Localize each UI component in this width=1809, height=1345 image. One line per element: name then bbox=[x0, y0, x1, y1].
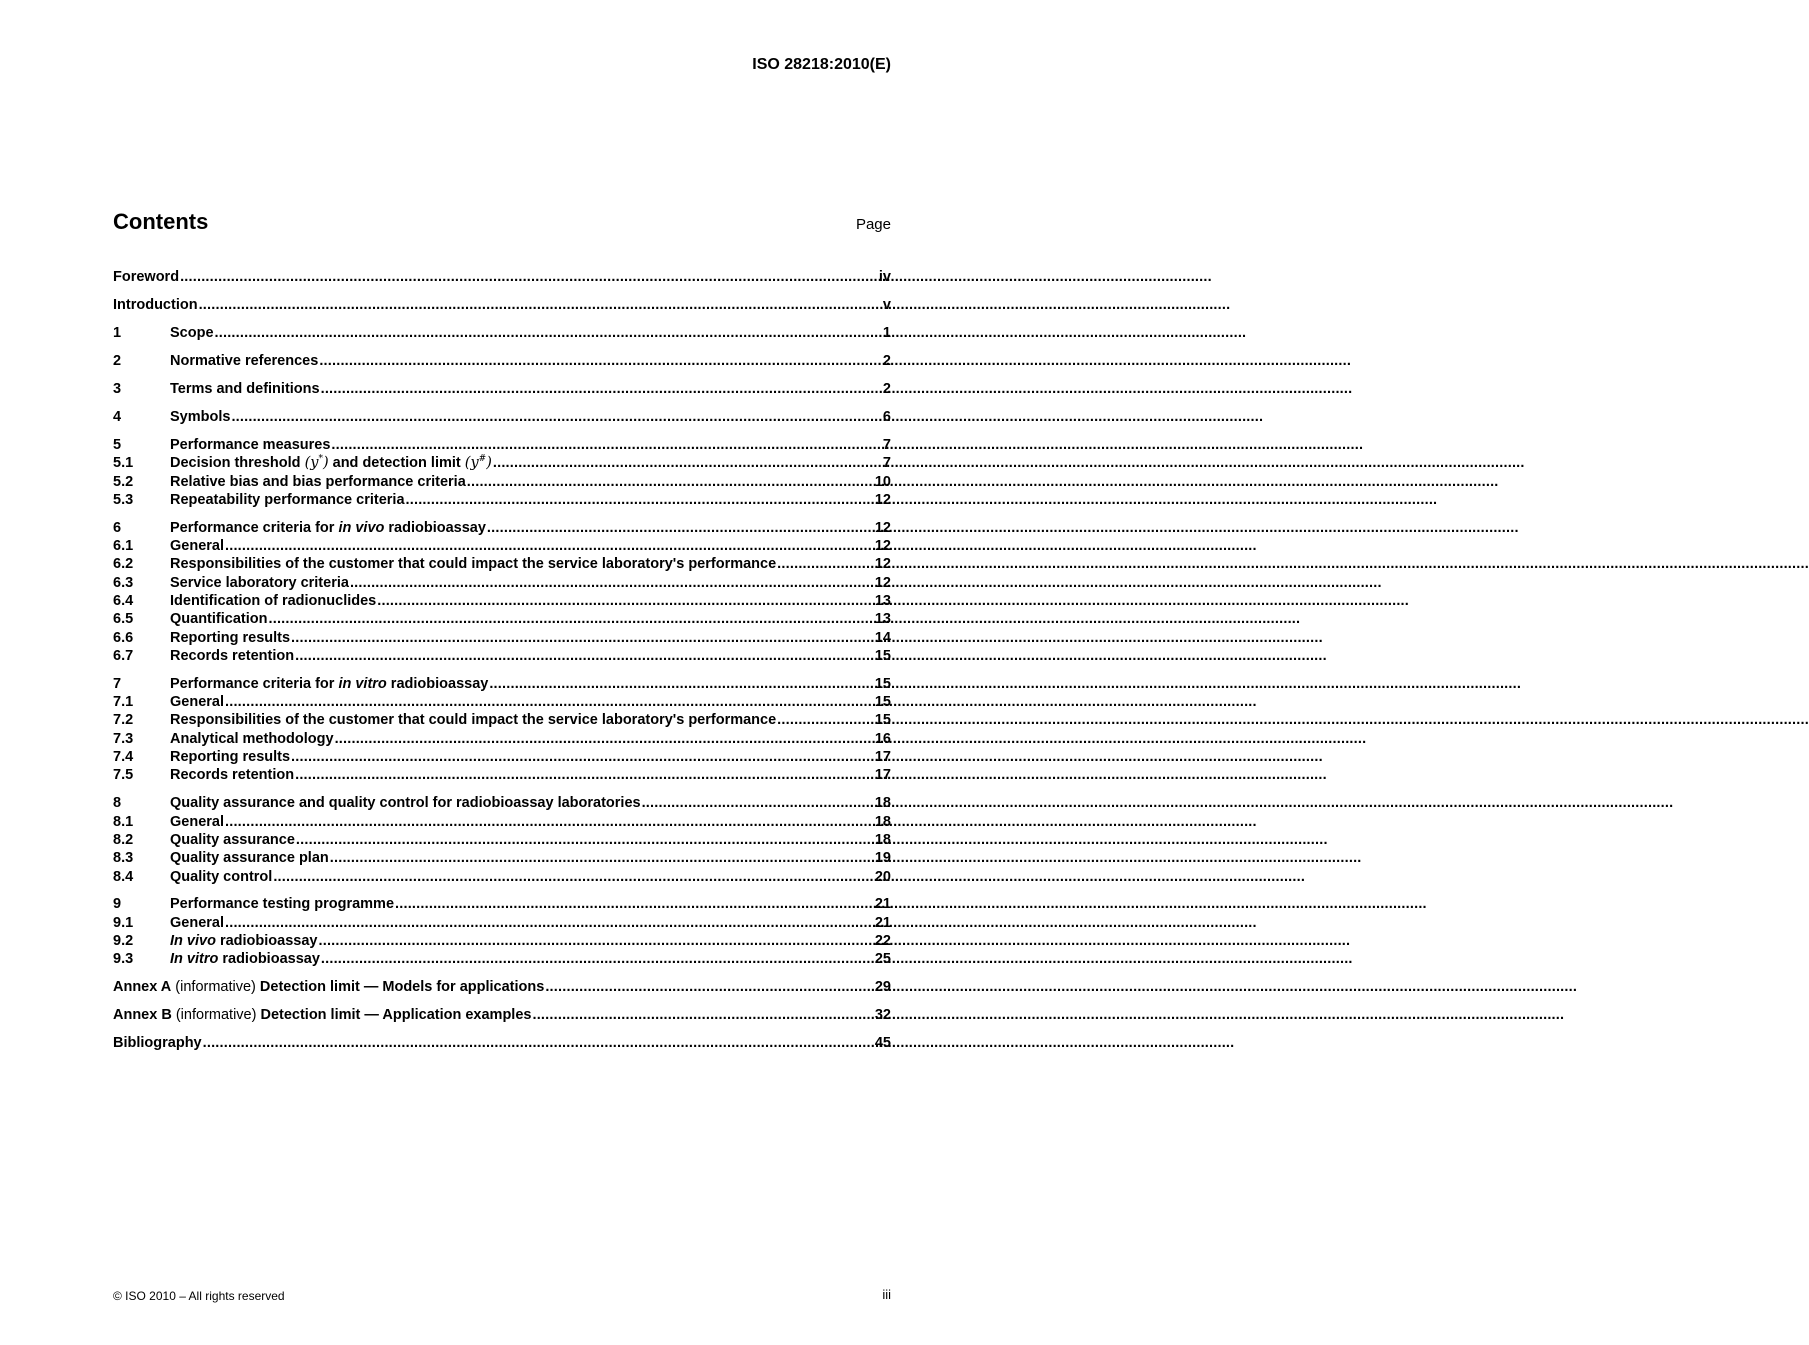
toc-entry-2[interactable] bbox=[113, 352, 891, 370]
toc-entry-6-4[interactable] bbox=[113, 592, 891, 610]
toc-number: 7 bbox=[113, 675, 122, 692]
toc-entry-4[interactable] bbox=[113, 408, 891, 426]
toc-page: 2 bbox=[882, 352, 891, 369]
toc-entry-6-1[interactable] bbox=[113, 537, 891, 555]
toc-page: 7 bbox=[882, 455, 891, 472]
toc-number: 6.5 bbox=[113, 611, 134, 628]
toc-title: Performance testing programme bbox=[170, 896, 395, 913]
toc-title: General bbox=[170, 813, 224, 830]
toc-page: 12 bbox=[874, 574, 891, 591]
toc-title: Responsibilities of the customer that could impact the service laboratory's performance bbox=[170, 556, 777, 573]
toc-entry-5[interactable] bbox=[113, 436, 891, 454]
toc-title: Identification of radionuclides bbox=[170, 592, 377, 609]
table-of-contents bbox=[113, 268, 891, 1053]
toc-title: Records retention bbox=[170, 647, 295, 664]
toc-title: Relative bias and bias performance criteria bbox=[170, 473, 466, 490]
toc-page: v bbox=[882, 296, 891, 313]
dot-leader bbox=[295, 647, 874, 665]
dot-leader bbox=[231, 408, 881, 426]
dot-leader bbox=[493, 454, 882, 472]
dot-leader bbox=[377, 592, 874, 610]
toc-entry-8-1[interactable] bbox=[113, 813, 891, 831]
toc-entry-6-6[interactable] bbox=[113, 629, 891, 647]
toc-title: Bibliography bbox=[113, 1035, 202, 1052]
toc-number: 6.7 bbox=[113, 647, 134, 664]
page-column-label: Page bbox=[855, 216, 891, 233]
toc-title: Foreword bbox=[113, 269, 180, 285]
dot-leader bbox=[225, 537, 874, 555]
toc-page: 17 bbox=[874, 767, 891, 784]
toc-entry-bibliography[interactable] bbox=[113, 1034, 891, 1052]
dot-leader bbox=[330, 849, 874, 867]
toc-page: 6 bbox=[882, 408, 891, 425]
toc-entry-3[interactable] bbox=[113, 380, 891, 398]
dot-leader bbox=[467, 473, 874, 491]
toc-page: 12 bbox=[874, 556, 891, 573]
toc-title: Introduction bbox=[113, 296, 198, 313]
toc-title: Service laboratory criteria bbox=[170, 574, 349, 591]
dot-leader bbox=[203, 1034, 874, 1052]
toc-page: 12 bbox=[874, 519, 891, 536]
toc-entry-5-3[interactable] bbox=[113, 491, 891, 509]
contents-heading: Contents bbox=[113, 209, 209, 234]
toc-page: 12 bbox=[874, 491, 891, 508]
dot-leader bbox=[318, 932, 873, 950]
toc-page: 22 bbox=[874, 933, 891, 950]
dot-leader bbox=[225, 693, 874, 711]
toc-number: 6 bbox=[113, 519, 122, 536]
toc-entry-6-7[interactable] bbox=[113, 647, 891, 665]
toc-page: 25 bbox=[874, 951, 891, 968]
toc-entry-6[interactable] bbox=[113, 519, 891, 537]
toc-entry-8-4[interactable] bbox=[113, 868, 891, 886]
toc-page: 10 bbox=[874, 473, 891, 490]
toc-title: General bbox=[170, 914, 224, 931]
toc-number: 4 bbox=[113, 408, 122, 425]
toc-title: Performance measures bbox=[170, 436, 331, 453]
toc-entry-7-4[interactable] bbox=[113, 748, 891, 766]
dot-leader bbox=[545, 978, 874, 996]
toc-page: 12 bbox=[874, 538, 891, 555]
toc-page: 21 bbox=[874, 914, 891, 931]
toc-number: 7.5 bbox=[113, 767, 134, 784]
toc-number: 2 bbox=[113, 352, 122, 369]
toc-page: 18 bbox=[874, 795, 891, 812]
toc-page: 15 bbox=[874, 647, 891, 664]
toc-page: 18 bbox=[874, 831, 891, 848]
toc-number: 6.2 bbox=[113, 556, 134, 573]
toc-entry-9-2[interactable] bbox=[113, 932, 891, 950]
toc-page: 29 bbox=[874, 979, 891, 996]
dot-leader bbox=[489, 675, 874, 693]
toc-title: Quality assurance bbox=[170, 831, 295, 848]
toc-entry-7-3[interactable] bbox=[113, 730, 891, 748]
toc-page: iv bbox=[878, 269, 891, 285]
toc-title: Performance criteria for in vitro radiobioassay bbox=[170, 675, 489, 692]
toc-page: 15 bbox=[874, 694, 891, 711]
dot-leader bbox=[331, 436, 882, 454]
toc-entry-7[interactable] bbox=[113, 675, 891, 693]
dot-leader bbox=[215, 324, 882, 342]
toc-title: Normative references bbox=[170, 352, 319, 369]
toc-page: 2 bbox=[882, 380, 891, 397]
toc-number: 9 bbox=[113, 896, 122, 913]
dot-leader bbox=[268, 610, 873, 628]
toc-title: Annex B (informative) Detection limit — Application examples bbox=[113, 1007, 532, 1024]
toc-page: 45 bbox=[874, 1035, 891, 1052]
copyright-notice: © ISO 2010 – All rights reserved bbox=[113, 1289, 285, 1303]
dot-leader bbox=[532, 1006, 873, 1024]
toc-title: In vivo radiobioassay bbox=[170, 933, 318, 950]
toc-page: 14 bbox=[874, 629, 891, 646]
toc-number: 5 bbox=[113, 436, 122, 453]
dot-leader bbox=[225, 914, 874, 932]
toc-page: 17 bbox=[874, 749, 891, 766]
dot-leader bbox=[225, 813, 874, 831]
toc-entry-9[interactable] bbox=[113, 895, 891, 913]
math-variable: y bbox=[310, 455, 319, 472]
toc-entry-7-5[interactable] bbox=[113, 766, 891, 784]
dot-leader bbox=[642, 794, 874, 812]
toc-entry-introduction[interactable] bbox=[113, 296, 891, 314]
toc-title: Terms and definitions bbox=[170, 380, 320, 397]
toc-title: Quality assurance plan bbox=[170, 850, 329, 867]
toc-entry-foreword[interactable] bbox=[113, 268, 891, 286]
dot-leader bbox=[777, 555, 874, 573]
toc-page: 13 bbox=[874, 611, 891, 628]
dot-leader bbox=[395, 895, 874, 913]
dot-leader bbox=[335, 730, 874, 748]
toc-number: 7.3 bbox=[113, 730, 134, 747]
toc-title: Decision threshold (y*) and detection limit (y#) bbox=[170, 454, 492, 472]
toc-page: 32 bbox=[874, 1007, 891, 1024]
toc-title: Repeatability performance criteria bbox=[170, 491, 405, 508]
dot-leader bbox=[180, 268, 878, 286]
toc-title: General bbox=[170, 538, 224, 555]
toc-entry-8[interactable] bbox=[113, 794, 891, 812]
toc-entry-5-1[interactable] bbox=[113, 454, 891, 472]
toc-number: 6.3 bbox=[113, 574, 134, 591]
dot-leader bbox=[319, 352, 882, 370]
toc-number: 8.4 bbox=[113, 868, 134, 885]
dot-leader bbox=[291, 748, 874, 766]
dot-leader bbox=[199, 296, 882, 314]
dot-leader bbox=[273, 868, 874, 886]
dot-leader bbox=[321, 950, 874, 968]
toc-number: 7.1 bbox=[113, 694, 134, 711]
toc-number: 7.4 bbox=[113, 749, 134, 766]
toc-page: 13 bbox=[874, 592, 891, 609]
toc-entry-7-1[interactable] bbox=[113, 693, 891, 711]
toc-title: General bbox=[170, 694, 224, 711]
toc-entry-7-2[interactable] bbox=[113, 711, 891, 729]
toc-title: Records retention bbox=[170, 767, 295, 784]
toc-page: 20 bbox=[874, 868, 891, 885]
toc-number: 9.1 bbox=[113, 914, 134, 931]
dot-leader bbox=[406, 491, 874, 509]
page-number: iii bbox=[882, 1287, 891, 1302]
dot-leader bbox=[296, 831, 874, 849]
toc-number: 1 bbox=[113, 324, 122, 341]
toc-number: 8 bbox=[113, 795, 122, 812]
toc-page: 16 bbox=[874, 730, 891, 747]
toc-number: 6.6 bbox=[113, 629, 134, 646]
toc-entry-annex-b[interactable] bbox=[113, 1006, 891, 1024]
toc-title: Scope bbox=[170, 324, 214, 341]
toc-number: 5.3 bbox=[113, 491, 134, 508]
toc-number: 7.2 bbox=[113, 712, 134, 729]
toc-entry-6-3[interactable] bbox=[113, 574, 891, 592]
toc-entry-9-3[interactable] bbox=[113, 950, 891, 968]
toc-number: 9.3 bbox=[113, 951, 134, 968]
toc-title: Reporting results bbox=[170, 749, 291, 766]
toc-entry-annex-a[interactable] bbox=[113, 978, 891, 996]
toc-number: 8.2 bbox=[113, 831, 134, 848]
toc-title: In vitro radiobioassay bbox=[170, 951, 320, 968]
toc-entry-9-1[interactable] bbox=[113, 914, 891, 932]
dot-leader bbox=[350, 574, 874, 592]
toc-number: 8.3 bbox=[113, 850, 134, 867]
toc-page: 21 bbox=[874, 896, 891, 913]
toc-entry-6-5[interactable] bbox=[113, 610, 891, 628]
toc-title: Annex A (informative) Detection limit — Models for applications bbox=[113, 979, 545, 996]
toc-number: 3 bbox=[113, 380, 122, 397]
dot-leader bbox=[291, 629, 874, 647]
toc-page: 19 bbox=[874, 850, 891, 867]
toc-page: 15 bbox=[874, 712, 891, 729]
toc-title: Performance criteria for in vivo radiobioassay bbox=[170, 519, 486, 536]
toc-page: 15 bbox=[874, 675, 891, 692]
toc-number: 8.1 bbox=[113, 813, 134, 830]
toc-number: 5.1 bbox=[113, 455, 134, 472]
toc-title: Quantification bbox=[170, 611, 268, 628]
toc-entry-8-3[interactable] bbox=[113, 849, 891, 867]
toc-number: 5.2 bbox=[113, 473, 134, 490]
toc-title: Reporting results bbox=[170, 629, 291, 646]
toc-entry-6-2[interactable] bbox=[113, 555, 891, 573]
toc-number: 9.2 bbox=[113, 933, 134, 950]
dot-leader bbox=[321, 380, 882, 398]
dot-leader bbox=[295, 766, 874, 784]
dot-leader bbox=[777, 711, 874, 729]
dot-leader bbox=[487, 519, 874, 537]
toc-entry-1[interactable] bbox=[113, 324, 891, 342]
toc-page: 18 bbox=[874, 813, 891, 830]
toc-title: Analytical methodology bbox=[170, 730, 334, 747]
toc-title: Responsibilities of the customer that could impact the service laboratory's performance bbox=[170, 712, 777, 729]
toc-title: Quality control bbox=[170, 868, 273, 885]
math-variable: y bbox=[470, 455, 479, 472]
toc-page: 1 bbox=[882, 324, 891, 341]
toc-entry-8-2[interactable] bbox=[113, 831, 891, 849]
toc-title: Symbols bbox=[170, 408, 231, 425]
document-id: ISO 28218:2010(E) bbox=[752, 56, 891, 73]
toc-title: Quality assurance and quality control for radiobioassay laboratories bbox=[170, 795, 641, 812]
toc-page: 7 bbox=[882, 436, 891, 453]
toc-number: 6.1 bbox=[113, 538, 134, 555]
toc-number: 6.4 bbox=[113, 592, 134, 609]
toc-entry-5-2[interactable] bbox=[113, 473, 891, 491]
